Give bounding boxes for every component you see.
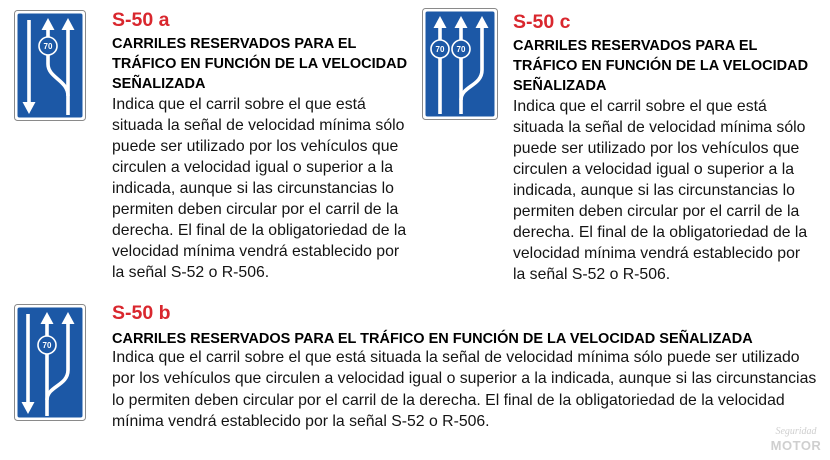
sign-code-title: S-50 a bbox=[112, 9, 170, 31]
minimum-speed-label: 70 bbox=[435, 45, 445, 54]
minimum-speed-label: 70 bbox=[43, 42, 53, 51]
body-line: derecha. El final de la obligatoriedad de la bbox=[513, 224, 808, 241]
body-line: la señal S-52 o R-506. bbox=[112, 264, 270, 281]
heading-line: SEÑALIZADA bbox=[513, 77, 607, 94]
body-line: puede ser utilizado por los vehículos que bbox=[513, 140, 800, 157]
heading-line: SEÑALIZADA bbox=[112, 75, 206, 92]
minimum-speed-label: 70 bbox=[456, 45, 466, 54]
body-line: Indica que el carril sobre el que está situada la señal de velocidad mínima sólo puede ser utilizado bbox=[112, 349, 800, 366]
body-line: velocidad mínima vendrá establecido por bbox=[112, 243, 400, 260]
heading-line: CARRILES RESERVADOS PARA EL bbox=[513, 37, 758, 54]
body-line: mínima vendrá establecido por la señal S-52 o R-506. bbox=[112, 412, 490, 430]
body-line: circulen a velocidad igual o superior a la bbox=[513, 161, 794, 178]
section-description bbox=[112, 347, 816, 432]
sign-s50a-pictogram bbox=[14, 10, 86, 121]
heading-line: CARRILES RESERVADOS PARA EL bbox=[112, 35, 357, 52]
body-line: Indica que el carril sobre el que está bbox=[513, 98, 767, 115]
body-line: situada la señal de velocidad mínima sólo bbox=[112, 117, 405, 134]
watermark-logo bbox=[764, 427, 828, 452]
body-line: lo permiten deben circular por el carril de la derecha. El final de la obligatoriedad de la velocidad bbox=[112, 391, 785, 409]
body-line: puede ser utilizado por los vehículos que bbox=[112, 138, 399, 155]
sign-s50b-pictogram bbox=[14, 304, 86, 421]
body-line: situada la señal de velocidad mínima sólo bbox=[513, 119, 806, 136]
body-line: indicada, aunque si las circunstancias lo bbox=[513, 182, 795, 199]
body-line: velocidad mínima vendrá establecido por bbox=[513, 245, 801, 262]
section-heading bbox=[112, 329, 753, 349]
sign-code-title: S-50 b bbox=[112, 302, 171, 324]
sign-code-title: S-50 c bbox=[513, 11, 571, 33]
body-line: por los vehículos que circulen a velocidad igual o superior a la indicada, aunque si las circunstancias bbox=[112, 370, 817, 388]
watermark-line: MOTOR bbox=[770, 438, 822, 453]
body-line: indicada, aunque si las circunstancias lo bbox=[112, 180, 394, 197]
minimum-speed-label: 70 bbox=[42, 341, 52, 350]
body-line: Indica que el carril sobre el que está bbox=[112, 96, 366, 113]
body-line: permiten deben circular por el carril de la bbox=[513, 203, 800, 220]
body-line: derecha. El final de la obligatoriedad de la bbox=[112, 222, 407, 239]
watermark-line: Seguridad bbox=[775, 426, 817, 437]
body-line: circulen a velocidad igual o superior a la bbox=[112, 159, 393, 176]
body-line: permiten deben circular por el carril de la bbox=[112, 201, 399, 218]
section-s50b bbox=[112, 0, 827, 460]
heading-line: TRÁFICO EN FUNCIÓN DE LA VELOCIDAD bbox=[112, 55, 408, 72]
heading-line: TRÁFICO EN FUNCIÓN DE LA VELOCIDAD bbox=[513, 57, 809, 74]
body-line: la señal S-52 o R-506. bbox=[513, 266, 671, 283]
heading-line: CARRILES RESERVADOS PARA EL TRÁFICO EN FUNCIÓN DE LA VELOCIDAD SEÑALIZADA bbox=[112, 330, 753, 347]
